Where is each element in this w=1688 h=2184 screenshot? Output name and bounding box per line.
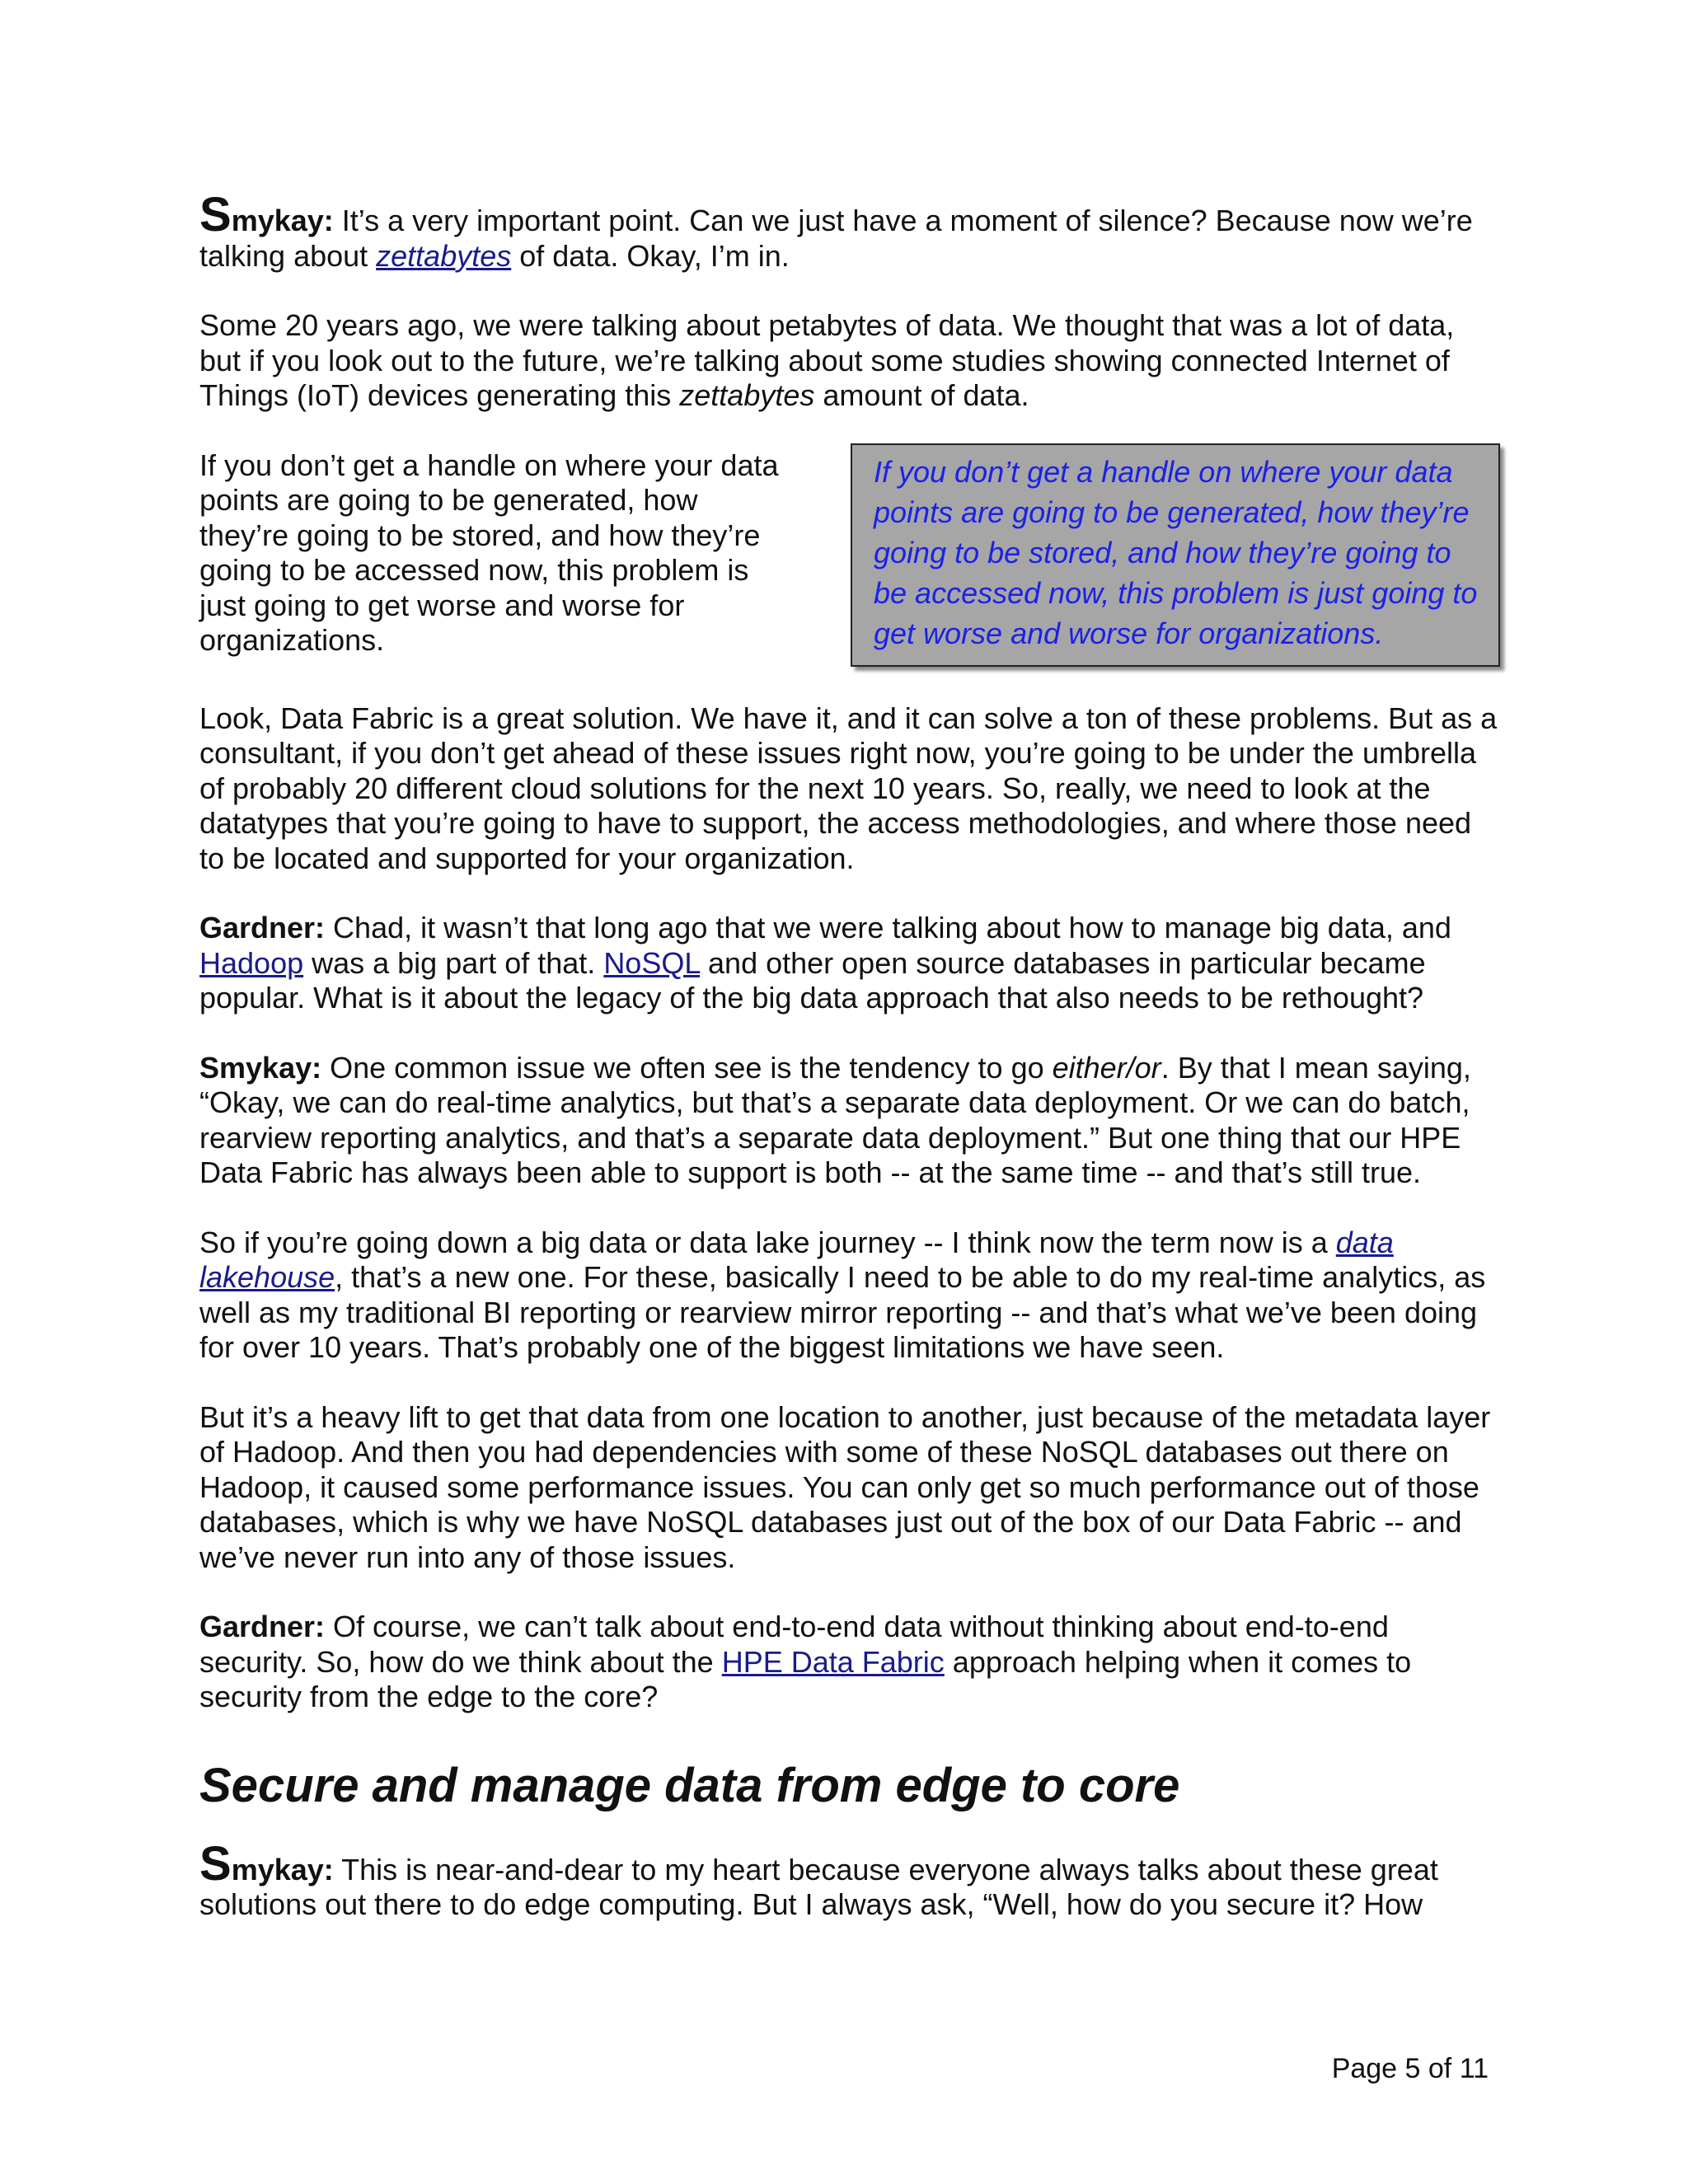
link-zettabytes[interactable]: zettabytes — [376, 238, 512, 273]
emphasis-zettabytes: zettabytes — [679, 378, 815, 412]
paragraph-text: of data. Okay, I’m in. — [511, 238, 790, 273]
paragraph-text: . By that I mean saying, “Okay, we can do real-time analytics, but that’s a separate data deployment. Or we can do batch, rearview reporting analytics, and that’s a separate data deployment.” But one thing that our HPE Data Fabric has always been able to support is both -- at the same time -- and that’s still true. — [199, 1050, 1471, 1189]
paragraph-data-fabric-solution: Look, Data Fabric is a great solution. We have it, and it can solve a ton of these problems. But as a consultant, if you don’t get ahead of these issues right now, you’re going to be under the umbrella of probably 20 different cloud solutions for the next 10 years. So, really, we need to look at the datatypes that you’re going to have to support, the access methodologies, and where those need to be located and supported for your organization. — [199, 701, 1498, 875]
speaker-name: Smykay: — [199, 1050, 322, 1085]
paragraph-text: approach helping when it comes to security from the edge to the core? — [199, 1644, 1412, 1713]
paragraph-smykay-either-or — [199, 1051, 1502, 1191]
drop-initial: S — [199, 1836, 232, 1891]
page-number: Page 5 of 11 — [1331, 2053, 1489, 2084]
paragraph-text: amount of data. — [814, 378, 1029, 412]
paragraph-text: One common issue we often see is the tendency to go — [321, 1050, 1053, 1085]
paragraph-smykay-edge — [199, 1836, 1502, 1923]
paragraph-text: It’s a very important point. Can we just have a moment of silence? Because now we’re talking about — [199, 204, 1473, 273]
paragraph-text: Of course, we can’t talk about end-to-end data without thinking about end-to-end security. So, how do we think about the — [199, 1610, 1389, 1679]
paragraph-text: Chad, it wasn’t that long ago that we were talking about how to manage big data, and — [325, 911, 1451, 944]
paragraph-text: was a big part of that. — [303, 945, 604, 980]
paragraph-smykay-zettabytes — [199, 188, 1502, 274]
paragraph-petabytes — [199, 308, 1502, 414]
speaker-name: mykay: — [231, 1852, 334, 1886]
paragraph-text: So if you’re going down a big data or data lake journey -- I think now the term now is a — [199, 1225, 1336, 1259]
pull-quote-row — [199, 448, 1502, 667]
speaker-name: Gardner: — [199, 1610, 326, 1643]
emphasis-either-or: either/or — [1052, 1050, 1161, 1085]
paragraph-gardner-security — [199, 1610, 1502, 1715]
speaker-name: mykay: — [231, 204, 334, 237]
link-data-lakehouse[interactable]: data lakehouse — [199, 1225, 1394, 1294]
paragraph-text: , that’s a new one. For these, basically I need to be able to do my real-time analytics, as well as my traditional BI reporting or rearview mirror reporting -- and that’s what we’ve been doing for over 10 years. That’s probably one of the biggest limitations we have seen. — [199, 1260, 1486, 1364]
link-hpe-data-fabric[interactable]: HPE Data Fabric — [721, 1644, 945, 1679]
paragraph-gardner-hadoop — [199, 911, 1502, 1016]
page-body — [199, 188, 1502, 1923]
speaker-name: Gardner: — [199, 911, 326, 944]
paragraph-heavy-lift: But it’s a heavy lift to get that data from one location to another, just because of the metadata layer of Hadoop. And then you had dependencies with some of these NoSQL databases out there on Hadoop, it caused some performance issues. You can only get so much performance out of those databases, which is why we have NoSQL databases just out of the box of our Data Fabric -- and we’ve never run into any of those issues. — [199, 1399, 1491, 1574]
section-heading: Secure and manage data from edge to core — [199, 1758, 1180, 1812]
paragraph-handle-data-points: If you don’t get a handle on where your data points are going to be generated, how they’re going to be stored, and how they’re going to be accessed now, this problem is just going to get worse and worse for organizations. — [199, 448, 779, 657]
pull-quote-text: If you don’t get a handle on where your data points are going to be generated, how they’re going to be stored, and how they’re going to be accessed now, this problem is just going to get worse and worse for organizations. — [874, 454, 1478, 650]
paragraph-text: and other open source databases in particular became popular. What is it about the legacy of the big data approach that also needs to be rethought? — [199, 945, 1426, 1015]
pull-quote-box — [851, 443, 1500, 667]
link-hadoop[interactable]: Hadoop — [199, 945, 304, 980]
drop-initial: S — [199, 188, 232, 241]
paragraph-text: This is near-and-dear to my heart because everyone always talks about these great solutions out there to do edge computing. But I always ask, “Well, how do you secure it? How — [199, 1852, 1438, 1921]
link-nosql[interactable]: NoSQL — [603, 945, 701, 980]
paragraph-data-lakehouse — [199, 1226, 1502, 1366]
paragraph-text: Some 20 years ago, we were talking about petabytes of data. We thought that was a lot of data, but if you look out to the future, we’re talking about some studies showing connected Internet of Things (IoT) devices generating this — [199, 308, 1455, 412]
